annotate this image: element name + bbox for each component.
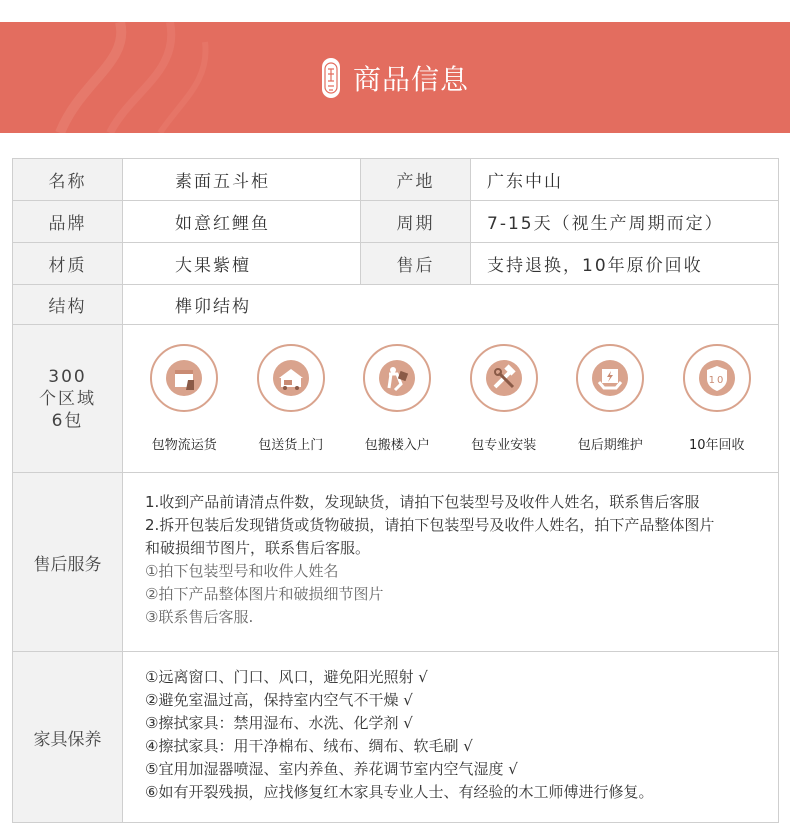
table-row (13, 285, 779, 325)
package-icon (164, 358, 204, 398)
label-aftersale: 售后 (361, 243, 471, 285)
header-banner (0, 22, 790, 133)
service-icons (123, 344, 778, 453)
movers-icon (377, 358, 417, 398)
packing-label (13, 325, 123, 473)
label-name: 名称 (13, 159, 123, 201)
packing-count: 300 (48, 366, 87, 387)
service-delivery: 包送货上门 (239, 344, 343, 453)
after-sales-row (13, 473, 779, 652)
care-label: 家具保养 (13, 652, 123, 823)
svg-text:10: 10 (708, 375, 726, 386)
after-sales-label: 售后服务 (13, 473, 123, 652)
service-install: 包专业安装 (452, 344, 556, 453)
page-title: 商品信息 (352, 62, 469, 96)
service-recycle: 10 10年回收 (665, 344, 769, 453)
value-brand: 如意红鲤鱼 (123, 201, 361, 243)
label-period: 周期 (361, 201, 471, 243)
label-structure: 结构 (13, 285, 123, 325)
table-row (13, 201, 779, 243)
service-logistics: 包物流运货 (132, 344, 236, 453)
packing-area: 个区域 (39, 388, 96, 409)
tools-icon (484, 358, 524, 398)
label-origin: 产地 (361, 159, 471, 201)
value-material: 大果紫檀 (123, 243, 361, 285)
value-structure: 榫卯结构 (123, 285, 779, 325)
care-row (13, 652, 779, 823)
service-row (13, 325, 779, 473)
shield-10-icon (697, 358, 737, 398)
maintenance-box-icon (590, 358, 630, 398)
value-origin: 广东中山 (471, 159, 779, 201)
care-notes: ①远离窗口、门口、风口，避免阳光照射 √ ②避免室温过高，保持室内空气不干燥 √ ③擦拭家具：禁用湿布、水洗、化学剂 √ ④擦拭家具：用干净棉布、绒布、绸布、软毛刷 √ ⑤宜用加湿器喷湿、室内养鱼、养花调节室内空气湿度 √ ⑥如有开裂残损，应找修复红木家具专业人士、有经验的木工师傅进行修复。 (123, 652, 779, 823)
after-sales-notes: 1.收到产品前请清点件数，发现缺货，请拍下包装型号及收件人姓名，联系售后客服 2.拆开包装后发现错货或货物破损，请拍下包装型号及收件人姓名，拍下产品整体图片 和破损细节图片，联系售后客服。 ①拍下包装型号和收件人姓名 ②拍下产品整体图片和破损细节图片 ③联系售后客服. (123, 473, 779, 652)
service-movers: 包搬楼入户 (345, 344, 449, 453)
product-info-table (12, 158, 779, 823)
packing-packs: 6包 (51, 410, 84, 431)
label-material: 材质 (13, 243, 123, 285)
table-row (13, 159, 779, 201)
table-row (13, 243, 779, 285)
seal-icon (321, 57, 341, 99)
value-period: 7-15天（视生产周期而定） (471, 201, 779, 243)
delivery-truck-icon (271, 358, 311, 398)
service-maintenance: 包后期维护 (558, 344, 662, 453)
service-icons-cell (123, 325, 779, 473)
value-aftersale: 支持退换，10年原价回收 (471, 243, 779, 285)
label-brand: 品牌 (13, 201, 123, 243)
value-name: 素面五斗柜 (123, 159, 361, 201)
